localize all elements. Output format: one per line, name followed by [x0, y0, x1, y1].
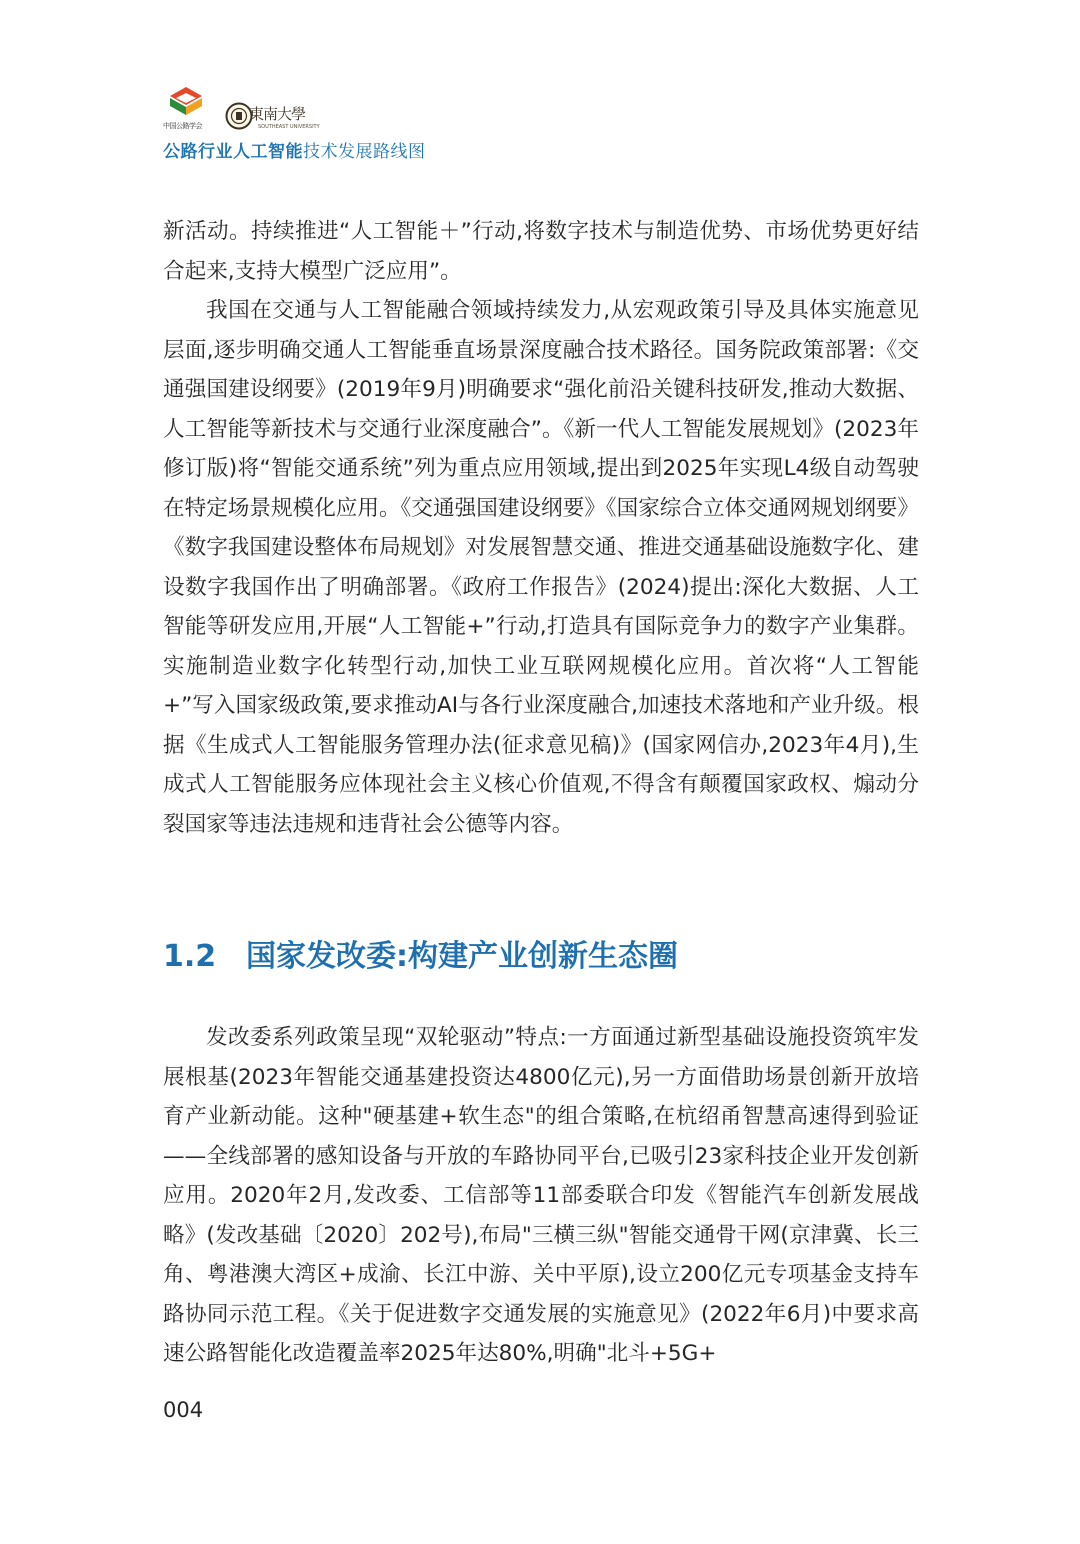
southeast-university-logo	[225, 102, 320, 130]
section-text-block	[163, 1018, 919, 1374]
page-header	[163, 84, 426, 162]
running-header-title	[163, 141, 426, 163]
china-highway-society-logo	[163, 84, 211, 130]
paragraph-policy: 我国在交通与人工智能融合领域持续发力,从宏观政策引导及具体实施意见层面,逐步明确交通人工智能垂直场景深度融合技术路径。国务院政策部署:《交通强国建设纲要》(2019年9月)明确要求“强化前沿关键科技研发,推动大数据、人工智能等新技术与交通行业深度融合”。《新一代人工智能发展规划》(2023年修订版)将“智能交通系统”列为重点应用领域,提出到2025年实现L4级自动驾驶在特定场景规模化应用。《交通强国建设纲要》《国家综合立体交通网规划纲要》《数字我国建设整体布局规划》对发展智慧交通、推进交通基础设施数字化、建设数字我国作出了明确部署。《政府工作报告》(2024)提出:深化大数据、人工智能等研发应用,开展“人工智能+”行动,打造具有国际竞争力的数字产业集群。实施制造业数字化转型行动,加快工业互联网规模化应用。首次将“人工智能+”写入国家级政策,要求推动AI与各行业深度融合,加速技术落地和产业升级。根据《生成式人工智能服务管理办法(征求意见稿)》(国家网信办,2023年4月),生成式人工智能服务应体现社会主义核心价值观,不得含有颠覆国家政权、煽动分裂国家等违法违规和违背社会公德等内容。	[163, 298, 919, 837]
paragraph-ndrc: 发改委系列政策呈现“双轮驱动”特点:一方面通过新型基础设施投资筑牢发展根基(2023年智能交通基建投资达4800亿元),另一方面借助场景创新开放培育产业新动能。这种"硬基建+软生态"的组合策略,在杭绍甬智慧高速得到验证——全线部署的感知设备与开放的车路协同平台,已吸引23家科技企业开发创新应用。2020年2月,发改委、工信部等11部委联合印发《智能汽车创新发展战略》(发改基础〔2020〕202号),布局"三横三纵"智能交通骨干网(京津冀、长三角、粤港澳大湾区+成渝、长江中游、关中平原),设立200亿元专项基金支持车路协同示范工程。《关于促进数字交通发展的实施意见》(2022年6月)中要求高速公路智能化改造覆盖率2025年达80%,明确"北斗+5G+	[163, 1025, 919, 1366]
logo2-wordmark: 東南大學	[249, 105, 306, 123]
section-number: 1.2	[163, 939, 217, 974]
paragraph-continued: 新活动。持续推进“人工智能＋”行动,将数字技术与制造优势、市场优势更好结合起来,支持大模型广泛应用”。	[163, 219, 919, 284]
page-number: 004	[163, 1398, 204, 1422]
section-heading	[163, 935, 678, 979]
logo-row	[163, 84, 320, 130]
header-title-bold: 公路行业人工智能	[163, 142, 303, 162]
section-title: 国家发改委:构建产业创新生态圈	[246, 939, 678, 974]
main-text-block	[163, 212, 919, 844]
header-title-light: 技术发展路线图	[303, 142, 426, 162]
logo2-subtitle: SOUTHEAST UNIVERSITY	[258, 124, 320, 130]
logo1-caption: 中国公路学会	[163, 122, 202, 130]
highway-society-emblem-icon	[169, 86, 203, 116]
